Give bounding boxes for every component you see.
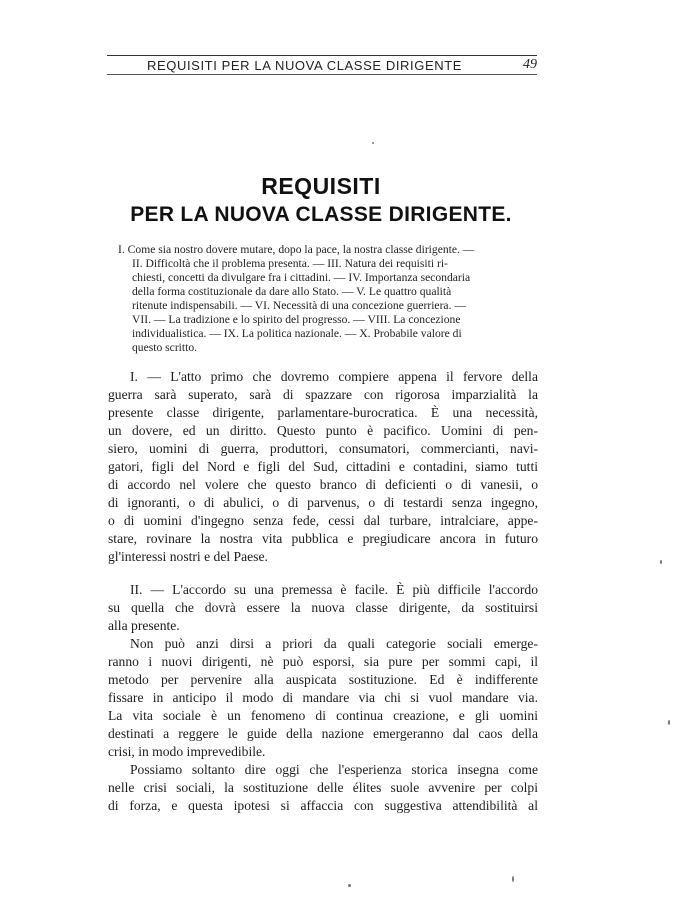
scan-speck <box>660 560 662 564</box>
paragraph-1 <box>108 368 538 566</box>
text-line: La vita sociale è un fenomeno di continua creazione, e gli uomini <box>108 708 538 723</box>
summary-line: II. Difficoltà che il problema presenta. — III. Natura dei requisiti ri- <box>132 257 448 270</box>
text-line: gl'interessi nostri e del Paese. <box>108 549 268 564</box>
text-line: gatori, figli del Nord e figli del Sud, cittadini e contadini, siamo tutti <box>108 459 538 474</box>
chapter-title <box>100 172 542 230</box>
text-line: un dovere, ed un diritto. Questo punto è pacifico. Uomini di pen- <box>108 423 538 438</box>
text-line: ranno i nuovi dirigenti, nè può esporsi, sia pure per sommi capi, il <box>108 654 538 669</box>
text-line: o di uomini d'ingegno senza fede, cessi dal turbare, intralciare, appe- <box>108 513 538 528</box>
text-line: di accordo nel volere che questo branco di deficienti o di vanesii, o <box>108 477 538 492</box>
scan-speck <box>372 142 374 144</box>
chapter-summary <box>118 243 538 355</box>
text-line: Non può anzi dirsi a priori da quali categorie sociali emerge- <box>130 636 538 651</box>
text-line: di forza, e questa ipotesi si affaccia con suggestiva attendibilità al <box>108 798 538 813</box>
scan-speck <box>512 876 514 882</box>
summary-line: della forma costituzionale da dare allo Stato. — V. Le quattro qualità <box>132 285 452 298</box>
paragraph-4 <box>108 761 538 815</box>
summary-line: ritenute indispensabili. — VI. Necessità di una concezione guerriera. — <box>132 299 466 312</box>
chapter-title-line2: PER LA NUOVA CLASSE DIRIGENTE. <box>130 203 512 226</box>
header-rule-top <box>107 55 537 56</box>
page-number: 49 <box>523 57 537 72</box>
running-title: REQUISITI PER LA NUOVA CLASSE DIRIGENTE <box>147 58 463 73</box>
text-line: II. — L'accordo su una premessa è facile. È più difficile l'accordo <box>130 582 538 597</box>
text-line: I. — L'atto primo che dovremo compiere appena il fervore della <box>130 369 538 384</box>
summary-line: individualistica. — IX. La politica nazionale. — X. Probabile valore di <box>132 327 462 340</box>
text-line: crisi, in modo imprevedibile. <box>108 744 266 759</box>
text-line: guerra sarà superato, sarà di spazzare con rigorosa imparzialità la <box>108 387 538 402</box>
text-line: destinati a reggere le guide della nazione emergeranno dal caos della <box>108 726 538 741</box>
text-line: presente classe dirigente, parlamentare-burocratica. È una necessità, <box>108 405 538 420</box>
scan-speck <box>668 720 670 725</box>
text-line: Possiamo soltanto dire oggi che l'esperienza storica insegna come <box>130 762 538 777</box>
body-text <box>108 368 538 815</box>
text-line: fissare in anticipo il modo di mandare via chi si vuol mandare via. <box>108 690 538 705</box>
summary-line: questo scritto. <box>132 341 198 354</box>
text-line: metodo per pervenire alla auspicata sostituzione. Ed è indifferente <box>108 672 538 687</box>
text-line: siero, uomini di guerra, produttori, consumatori, commercianti, navi- <box>108 441 538 456</box>
summary-line: VII. — La tradizione e lo spirito del progresso. — VIII. La concezione <box>132 313 461 326</box>
summary-line: I. Come sia nostro dovere mutare, dopo la pace, la nostra classe dirigente. — <box>118 243 475 256</box>
header-rule-bottom <box>107 74 537 75</box>
text-line: nelle crisi sociali, la sostituzione delle élites suole avvenire per colpi <box>108 780 538 795</box>
summary-line: chiesti, concetti da divulgare fra i cittadini. — IV. Importanza secondaria <box>132 271 471 284</box>
paragraph-2 <box>108 581 538 635</box>
chapter-title-line1: REQUISITI <box>261 173 381 199</box>
text-line: stare, rovinare la nostra vita pubblica e pregiudicare ancora in futuro <box>108 531 538 546</box>
paragraph-3 <box>108 635 538 761</box>
scan-speck <box>348 884 351 887</box>
running-header <box>107 48 537 76</box>
text-line: di ignoranti, o di abulici, o di parvenus, o di testardi senza ingegno, <box>108 495 538 510</box>
text-line: alla presente. <box>108 618 180 633</box>
text-line: su quella che dovrà essere la nuova classe dirigente, da sostituirsi <box>108 600 538 615</box>
